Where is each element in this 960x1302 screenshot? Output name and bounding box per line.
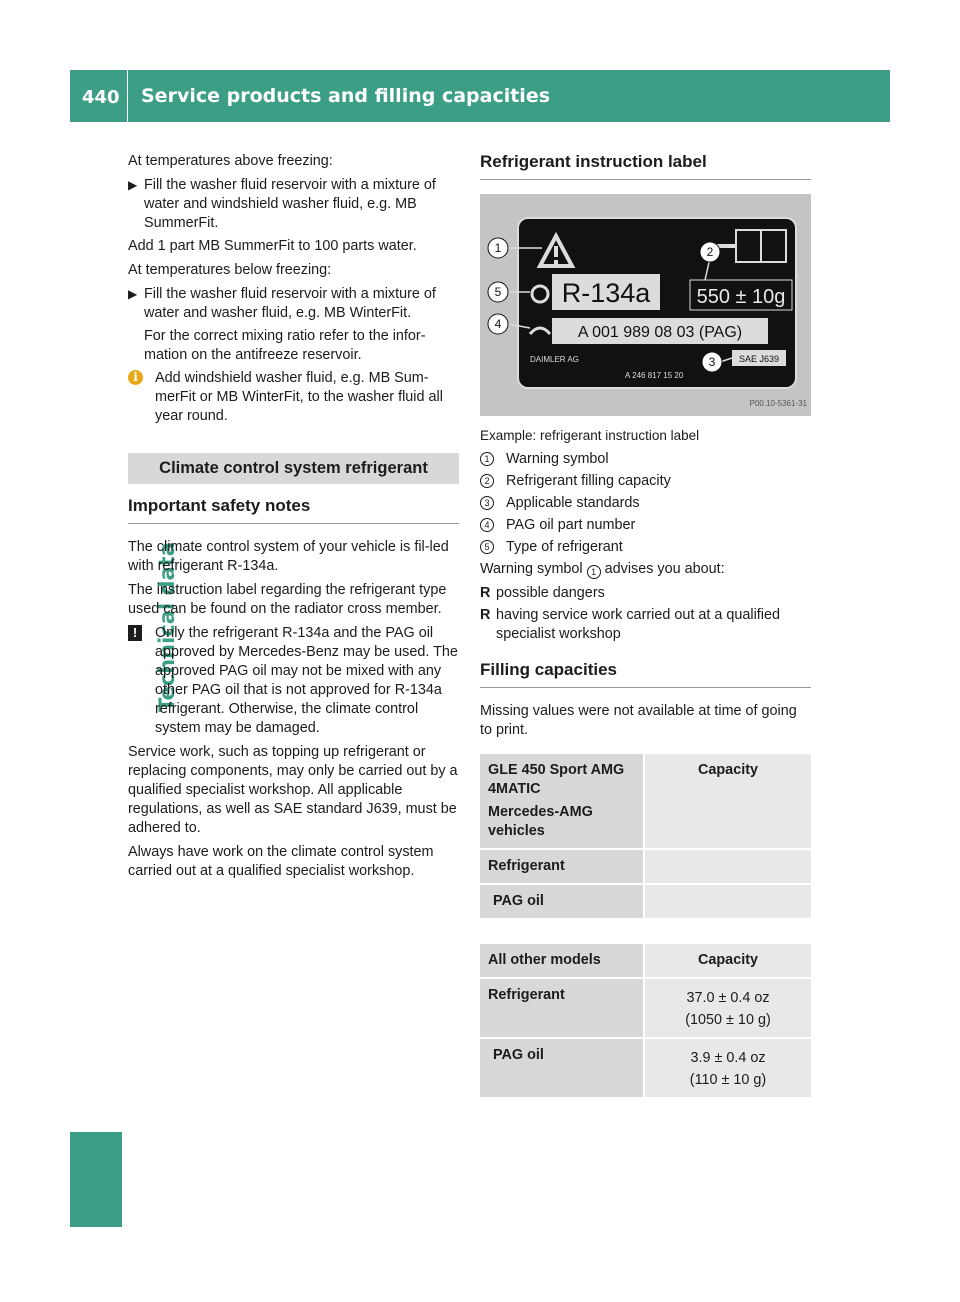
page-number: 440 [82,87,120,108]
svg-text:1: 1 [494,241,502,255]
refrigerant-label-figure [480,194,811,416]
list-item: R having service work carried out at a qualified specialist workshop [480,607,780,642]
info-note: i Add windshield washer fluid, e.g. MB Sum-merFit or MB WinterFit, to the washer fluid all year round. [128,369,459,426]
table-cell: 37.0 ± 0.4 oz (1050 ± 10 g) [645,979,811,1039]
table-cell: Refrigerant [480,979,645,1039]
svg-text:SAE J639: SAE J639 [738,354,780,364]
table-row [480,850,811,885]
paragraph: Add 1 part MB SummerFit to 100 parts water. [128,238,417,254]
table-row [480,885,811,920]
side-tab [70,132,179,1227]
side-tab-label: Technical data [155,542,179,712]
figure-caption: Example: refrigerant instruction label [480,428,700,443]
svg-text:A 001 989 08 03 (PAG): A 001 989 08 03 (PAG) [577,324,743,341]
instruction-step: ▶ Fill the washer fluid reservoir with a mixture of water and windshield washer fluid, e.g. MB SummerFit. [128,177,436,231]
figure-code: P00.10-5361-31 [749,399,807,408]
paragraph: The climate control system of your vehicle is fil-led with refrigerant R-134a. [128,539,449,574]
instruction-detail: For the correct mixing ratio refer to the infor-mation on the antifreeze reservoir. [144,328,426,363]
table-header-row [480,754,811,850]
legend-item: 5 Type of refrigerant [480,538,811,557]
exclamation-icon: ! [128,625,142,641]
svg-text:A 246 817 15 20: A 246 817 15 20 [625,371,684,380]
table-cell: PAG oil [480,885,645,920]
section-heading: Filling capacities [480,660,811,688]
table-cell [645,885,811,920]
paragraph: At temperatures above freezing: [128,153,333,169]
header-divider [127,70,128,122]
right-column [480,152,811,1099]
svg-text:4: 4 [494,317,502,331]
left-column [128,152,459,886]
table-cell [645,850,811,885]
arrow-icon: ▶ [128,287,138,301]
capacity-table-amg [480,754,811,920]
svg-text:3: 3 [708,355,716,369]
side-tab-marker [70,1132,122,1227]
section-heading: Refrigerant instruction label [480,152,811,180]
paragraph: At temperatures below freezing: [128,262,332,278]
page-title: Service products and filling capacities [141,85,551,107]
arrow-icon: ▶ [128,178,138,192]
instruction-step: ▶ Fill the washer fluid reservoir with a mixture of water and washer fluid, e.g. MB WinterFit. [128,286,436,321]
section-heading: Important safety notes [128,496,459,524]
table-row [480,979,811,1039]
paragraph: Warning symbol 1 advises you about: [480,561,725,577]
svg-text:550 ± 10g: 550 ± 10g [696,286,786,308]
chapter-heading: Climate control system refrigerant [128,453,459,484]
svg-text:2: 2 [706,245,714,259]
legend-list [480,450,811,557]
paragraph: Service work, such as topping up refrigerant or replacing components, may only be carried out by a qualified specialist workshop. All applicable regulations, as well as SAE standard J639, must be adhered to. [128,744,458,836]
legend-item: 3 Applicable standards [480,494,811,513]
table-header-row [480,944,811,979]
paragraph: Missing values were not available at time of going to print. [480,703,797,738]
table-header-cell: Capacity [645,754,811,850]
paragraph: The instruction label regarding the refrigerant type used can be found on the radiator cross member. [128,582,447,617]
info-icon: i [128,370,143,385]
page-header [70,70,890,122]
capacity-table-other [480,944,811,1099]
table-header-cell: All other models [480,944,645,979]
table-header-cell: Capacity [645,944,811,979]
table-cell: Refrigerant [480,850,645,885]
svg-text:DAIMLER AG: DAIMLER AG [530,355,579,364]
legend-item: 2 Refrigerant filling capacity [480,472,811,491]
warning-note: ! Only the refrigerant R-134a and the PAG oil approved by Mercedes-Benz may be used. The approved PAG oil may not be mixed with any other PAG oil that is not approved for R-134a refrigerant. Otherwise, the climate control system may be damaged. [128,624,459,738]
paragraph: Always have work on the climate control system carried out at a qualified specialist workshop. [128,844,434,879]
table-header-cell: GLE 450 Sport AMG 4MATIC Mercedes-AMG vehicles [480,754,645,850]
table-cell: 3.9 ± 0.4 oz (110 ± 10 g) [645,1039,811,1099]
svg-text:5: 5 [494,285,502,299]
legend-item: 1 Warning symbol [480,450,811,469]
svg-text:R-134a: R-134a [561,278,651,308]
table-cell: PAG oil [480,1039,645,1099]
table-row [480,1039,811,1099]
legend-item: 4 PAG oil part number [480,516,811,535]
refrigerant-label-illustration [480,194,811,416]
list-item: R possible dangers [480,585,605,601]
